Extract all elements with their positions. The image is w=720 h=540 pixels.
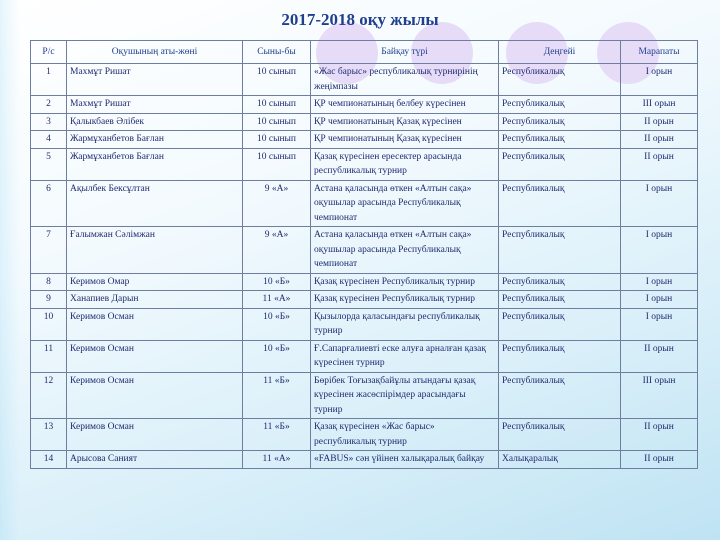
student-name: Керимов Осман xyxy=(67,372,243,419)
table-row xyxy=(31,451,698,469)
table-body xyxy=(31,64,698,469)
student-name: Керимов Осман xyxy=(67,340,243,372)
header-class: Сыны-бы xyxy=(243,41,311,64)
table-row xyxy=(31,227,698,274)
row-number: 7 xyxy=(31,227,67,274)
row-number: 1 xyxy=(31,64,67,96)
event-type: Қызылорда қаласындағы республикалық турнир xyxy=(311,308,499,340)
table-row xyxy=(31,113,698,131)
row-number: 9 xyxy=(31,291,67,309)
table-row xyxy=(31,96,698,114)
event-type: ҚР чемпионатының белбеу күресінен xyxy=(311,96,499,114)
student-class: 11 «Б» xyxy=(243,372,311,419)
award: ІІ орын xyxy=(621,340,698,372)
student-class: 9 «А» xyxy=(243,227,311,274)
header-name: Оқушының аты-жөні xyxy=(67,41,243,64)
event-level: Республикалық xyxy=(499,180,621,227)
table-row xyxy=(31,340,698,372)
award: І орын xyxy=(621,291,698,309)
award: ІІ орын xyxy=(621,131,698,149)
header-number: Р/с xyxy=(31,41,67,64)
event-type: Қазақ күресінен Республикалық турнир xyxy=(311,291,499,309)
event-type: «Жас барыс» республикалық турнирінің жеңімпазы xyxy=(311,64,499,96)
student-class: 11 «А» xyxy=(243,451,311,469)
student-class: 10 «Б» xyxy=(243,340,311,372)
award: ІІІ орын xyxy=(621,96,698,114)
event-level: Республикалық xyxy=(499,419,621,451)
award: ІІ орын xyxy=(621,451,698,469)
event-type: Қазақ күресінен ересектер арасында республикалық турнир xyxy=(311,148,499,180)
student-class: 10 сынып xyxy=(243,64,311,96)
event-type: Астана қаласында өткен «Алтын сақа» оқушылар арасында Республикалық чемпионат xyxy=(311,180,499,227)
row-number: 10 xyxy=(31,308,67,340)
award: ІІ орын xyxy=(621,419,698,451)
student-class: 10 «Б» xyxy=(243,273,311,291)
student-class: 11 «А» xyxy=(243,291,311,309)
student-name: Керимов Омар xyxy=(67,273,243,291)
left-glow-decoration xyxy=(0,0,20,540)
event-type: «FABUS» сән үйінен халықаралық байқау xyxy=(311,451,499,469)
row-number: 12 xyxy=(31,372,67,419)
award: І орын xyxy=(621,227,698,274)
table-row xyxy=(31,131,698,149)
student-class: 10 сынып xyxy=(243,148,311,180)
event-level: Республикалық xyxy=(499,113,621,131)
table-row xyxy=(31,291,698,309)
row-number: 8 xyxy=(31,273,67,291)
student-name: Ғалымжан Сәлімжан xyxy=(67,227,243,274)
award: І орын xyxy=(621,273,698,291)
event-type: Бөрібек Тоғызақбайұлы атындағы қазақ күресінен жасөспірімдер арасындағы турнир xyxy=(311,372,499,419)
event-level: Республикалық xyxy=(499,227,621,274)
row-number: 4 xyxy=(31,131,67,149)
table-row xyxy=(31,308,698,340)
event-level: Республикалық xyxy=(499,64,621,96)
event-type: ҚР чемпионатының Қазақ күресінен xyxy=(311,113,499,131)
awards-table xyxy=(30,40,698,469)
event-type: Қазақ күресінен Республикалық турнир xyxy=(311,273,499,291)
student-name: Жармұханбетов Бағлан xyxy=(67,131,243,149)
award: ІІ орын xyxy=(621,113,698,131)
student-name: Махмұт Ришат xyxy=(67,64,243,96)
event-level: Республикалық xyxy=(499,96,621,114)
table-row xyxy=(31,372,698,419)
table-row xyxy=(31,273,698,291)
row-number: 3 xyxy=(31,113,67,131)
student-class: 10 сынып xyxy=(243,131,311,149)
row-number: 13 xyxy=(31,419,67,451)
row-number: 2 xyxy=(31,96,67,114)
table-row xyxy=(31,64,698,96)
award: І орын xyxy=(621,180,698,227)
event-type: Қазақ күресінен «Жас барыс» республикалық турнир xyxy=(311,419,499,451)
student-class: 10 «Б» xyxy=(243,308,311,340)
event-level: Республикалық xyxy=(499,148,621,180)
event-type: Астана қаласында өткен «Алтын сақа» оқушылар арасында Республикалық чемпионат xyxy=(311,227,499,274)
student-class: 10 сынып xyxy=(243,96,311,114)
event-level: Халықаралық xyxy=(499,451,621,469)
event-level: Республикалық xyxy=(499,308,621,340)
student-name: Қалыкбаев Әлібек xyxy=(67,113,243,131)
award: ІІ орын xyxy=(621,148,698,180)
student-name: Керимов Осман xyxy=(67,419,243,451)
award: ІІІ орын xyxy=(621,372,698,419)
event-type: ҚР чемпионатының Қазақ күресінен xyxy=(311,131,499,149)
event-level: Республикалық xyxy=(499,372,621,419)
header-event: Байқау түрі xyxy=(311,41,499,64)
event-level: Республикалық xyxy=(499,273,621,291)
header-award: Марапаты xyxy=(621,41,698,64)
student-class: 11 «Б» xyxy=(243,419,311,451)
student-name: Керимов Осман xyxy=(67,308,243,340)
award: І орын xyxy=(621,64,698,96)
student-name: Жармұханбетов Бағлан xyxy=(67,148,243,180)
event-type: Ғ.Сапарғалиевті еске алуға арналған қазақ күресінен турнир xyxy=(311,340,499,372)
row-number: 11 xyxy=(31,340,67,372)
table-header-row xyxy=(31,41,698,64)
student-class: 9 «А» xyxy=(243,180,311,227)
event-level: Республикалық xyxy=(499,291,621,309)
award: І орын xyxy=(621,308,698,340)
row-number: 5 xyxy=(31,148,67,180)
page-title: 2017-2018 оқу жылы xyxy=(281,10,439,29)
event-level: Республикалық xyxy=(499,131,621,149)
row-number: 14 xyxy=(31,451,67,469)
student-name: Махмұт Ришат xyxy=(67,96,243,114)
event-level: Республикалық xyxy=(499,340,621,372)
table-row xyxy=(31,180,698,227)
row-number: 6 xyxy=(31,180,67,227)
student-name: Арысова Саният xyxy=(67,451,243,469)
student-class: 10 сынып xyxy=(243,113,311,131)
student-name: Ханапиев Дарын xyxy=(67,291,243,309)
table-row xyxy=(31,419,698,451)
table-row xyxy=(31,148,698,180)
header-level: Деңгейі xyxy=(499,41,621,64)
student-name: Ақылбек Бексұлтан xyxy=(67,180,243,227)
